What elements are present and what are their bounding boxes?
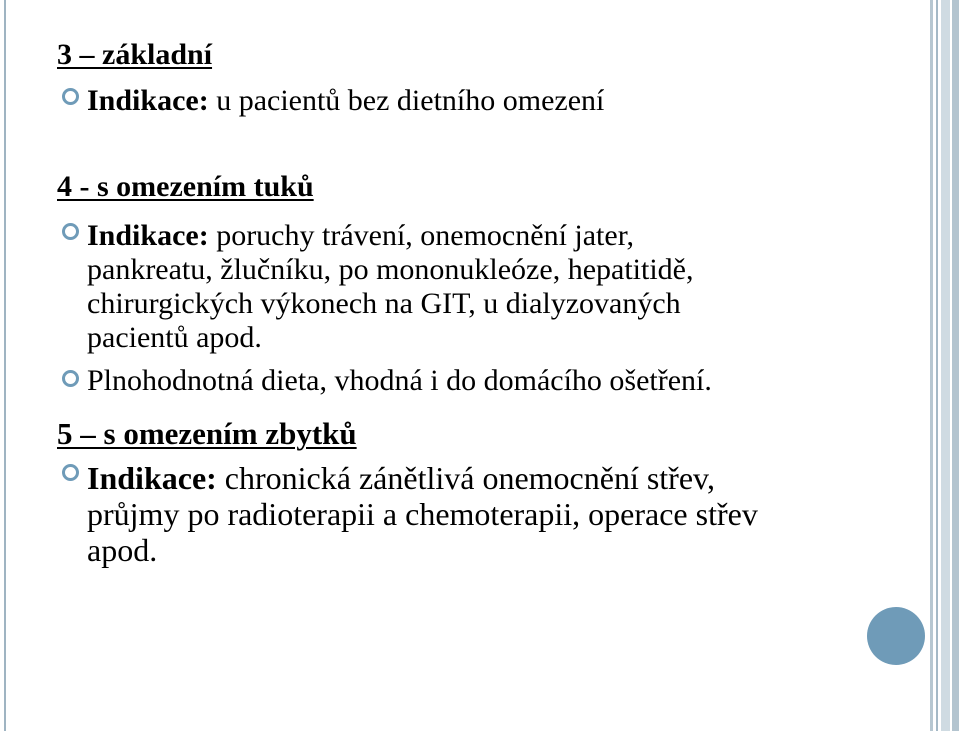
item-line: chirurgických výkonech na GIT, u dialyzovaných — [87, 287, 681, 320]
item-text: poruchy trávení, onemocnění jater, — [208, 219, 634, 252]
bullet-item — [87, 84, 604, 118]
right-stripe — [952, 0, 959, 731]
right-stripe — [936, 0, 938, 731]
item-text: Plnohodnotná dieta, vhodná i do domácího ošetření. — [87, 364, 712, 397]
section-heading-3: 3 – základní — [57, 38, 213, 71]
ring-bullet-icon — [62, 464, 79, 481]
item-label: Indikace: — [87, 219, 209, 252]
item-label: Indikace: — [87, 84, 209, 117]
ring-bullet-icon — [62, 370, 79, 387]
right-stripe — [941, 0, 950, 731]
bullet-item — [87, 219, 693, 355]
item-line: pankreatu, žlučníku, po mononukleóze, hepatitidě, — [87, 253, 694, 286]
item-line: průjmy po radioterapii a chemoterapii, operace střev — [87, 496, 758, 532]
bullet-item — [87, 364, 712, 398]
ring-bullet-icon — [62, 88, 79, 105]
bullet-item — [87, 460, 758, 568]
item-line — [87, 460, 758, 496]
item-text: u pacientů bez dietního omezení — [208, 84, 605, 117]
item-text: chronická zánětlivá onemocnění střev, — [216, 460, 715, 496]
item-label: Indikace: — [87, 460, 217, 496]
item-line: apod. — [87, 532, 158, 568]
right-stripe — [930, 0, 933, 731]
ring-bullet-icon — [62, 223, 79, 240]
item-line — [87, 219, 693, 253]
section-heading-4: 4 - s omezením tuků — [57, 170, 314, 203]
item-line: pacientů apod. — [87, 321, 262, 354]
section-heading-5: 5 – s omezením zbytků — [57, 416, 357, 451]
